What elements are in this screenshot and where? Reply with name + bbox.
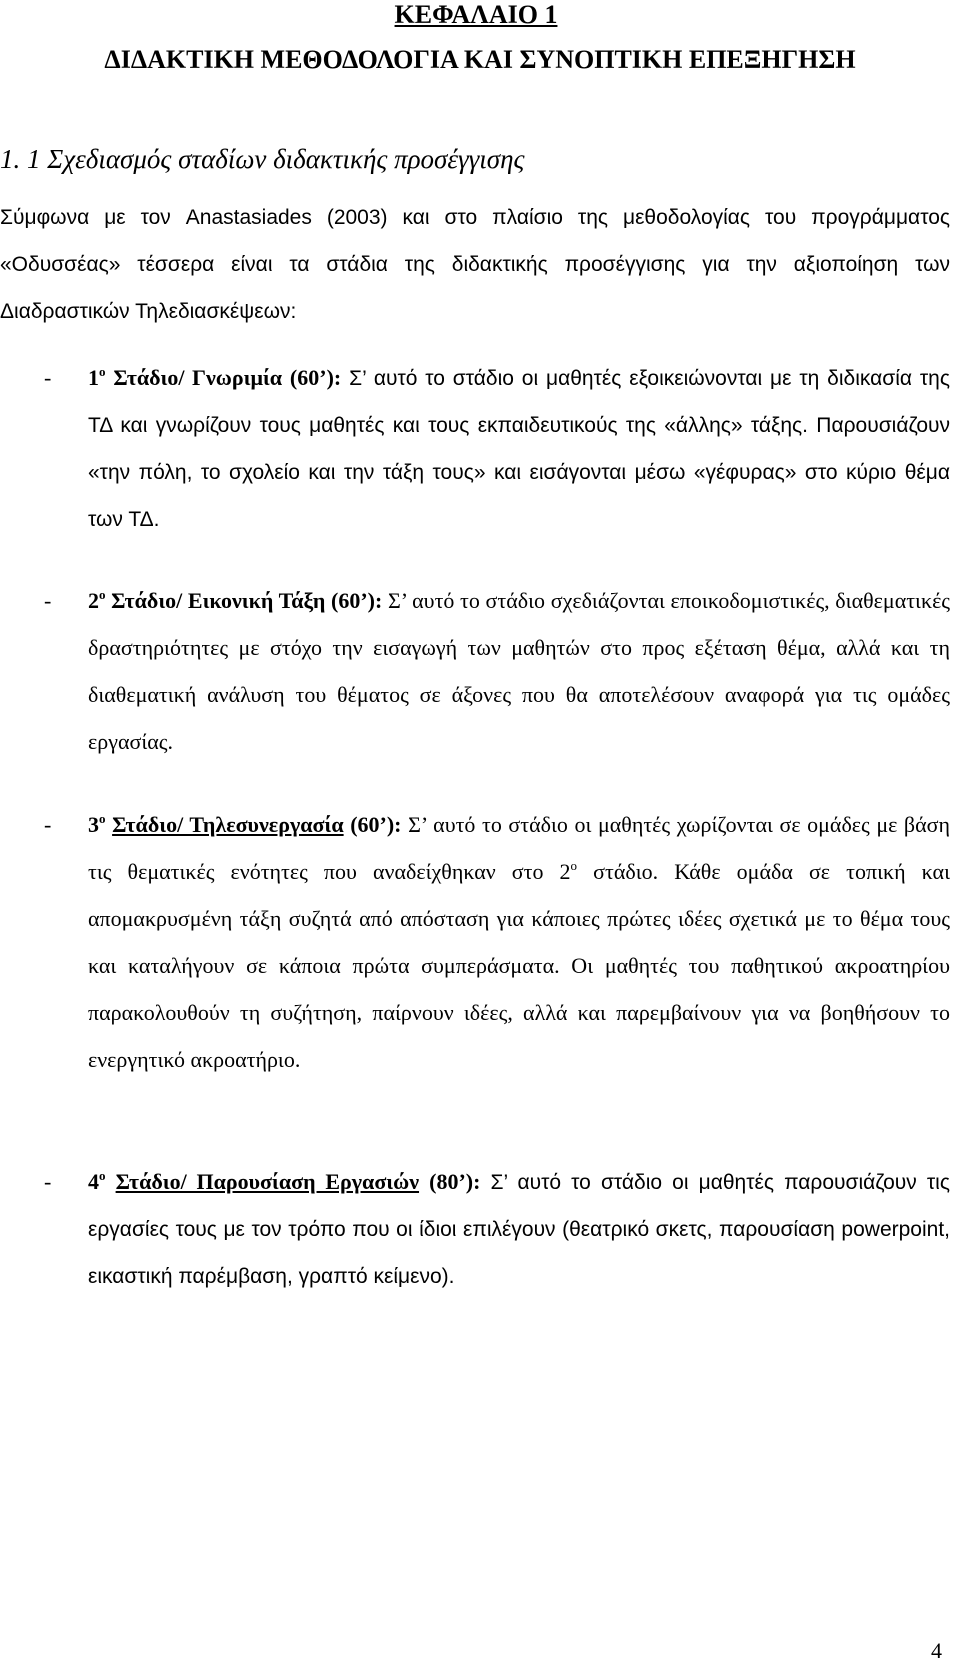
list-dash: - [44, 1169, 52, 1194]
stage-1 [0, 354, 950, 543]
stage-duration: (60’): [289, 365, 342, 390]
list-dash: - [44, 365, 52, 390]
stage-name: Στάδιο/ Τηλεσυνεργασία [112, 812, 344, 837]
stage-number: $1^o$ [88, 364, 106, 390]
stage-duration: (80’): [429, 1169, 481, 1194]
stage-name: Στάδιο/ Εικονική Τάξη [111, 588, 326, 613]
stage-description: Σ’ αυτό το στάδιο σχεδιάζονται εποικοδομιστικές, διαθεματικές δραστηριότητες με στόχο την εισαγωγή των μαθητών στο προς εξέταση θέμα, αλλά και τη διαθεματική ανάλυση του θέματος σε άξονες που θα αποτελέσουν αναφορά για τις ομάδες εργασίας. [88, 588, 951, 754]
chapter-heading [0, 0, 960, 75]
stage-description: Σ’ αυτό το στάδιο οι μαθητές παρουσιάζουν τις εργασίες τους με τον τρόπο που οι ίδιοι επιλέγουν (θεατρικό σκετς, παρουσίαση powerpoint, εικαστική παρέμβαση, γραπτό κείμενο). [88, 1171, 950, 1288]
stage-number: $2^o$ [88, 587, 106, 613]
stage-duration: (60’): [331, 588, 383, 613]
stage-1-text [88, 354, 950, 543]
stage-3 [0, 801, 950, 1083]
list-dash: - [44, 812, 52, 837]
chapter-subtitle: ΔΙΔΑΚΤΙΚΗ ΜΕΘΟΔΟΛΟΓΙΑ ΚΑΙ ΣΥΝΟΠΤΙΚΗ ΕΠΕΞΗΓΗΣΗ [104, 45, 856, 74]
stage-4-text [88, 1158, 950, 1300]
stage-number: $3^o$ [88, 811, 106, 837]
chapter-title: ΚΕΦΑΛΑΙΟ 1 [394, 0, 558, 29]
stage-2-text [88, 577, 950, 765]
stage-4 [0, 1158, 950, 1300]
intro-paragraph: Σύμφωνα με τον Anastasiades (2003) και στο πλαίσιο της μεθοδολογίας του προγράμματος «Οδυσσέας» τέσσερα είναι τα στάδια της διδακτικής προσέγγισης για την αξιοποίηση των Διαδραστικών Τηλεδιασκέψεων: [0, 206, 950, 323]
stage-2 [0, 577, 950, 765]
stage-3-text [88, 801, 950, 1083]
stage-number: $4^o$ [88, 1168, 106, 1194]
list-dash: - [44, 588, 52, 613]
stage-name: Στάδιο/ Παρουσίαση Εργασιών [115, 1169, 420, 1194]
stage-duration: (60’): [350, 812, 402, 837]
stage-description: Σ’ αυτό το στάδιο οι μαθητές εξοικειώνονται με τη διδικασία της ΤΔ και γνωρίζουν τους μαθητές και τους εκπαιδευτικούς της «άλλης» τάξης. Παρουσιάζουν «την πόλη, το σχολείο και την τάξη τους» και εισάγονται μέσω «γέφυρας» στο κύριο θέμα των ΤΔ. [88, 367, 950, 531]
stage-description: Σ’ αυτό το στάδιο οι μαθητές χωρίζονται σε ομάδες με βάση τις θεματικές ενότητες που αναδείχθηκαν στο $2^o$ στάδιο. Κάθε ομάδα σε τοπική και απομακρυσμένη τάξη συζητά από απόσταση για κάποιες πρώτες ιδέες σχετικά με το θέμα τους και καταλήγουν σε κάποια πρώτα συμπεράσματα. Οι μαθητές του παθητικού ακροατηρίου παρακολουθούν τη συζήτηση, παίρνουν ιδέες, αλλά και παρεμβαίνουν για να βοηθήσουν το ενεργητικό ακροατήριο. [88, 812, 951, 1072]
page-number: 4 [931, 1638, 942, 1663]
section-title: 1. 1 Σχεδιασμός σταδίων διδακτικής προσέγγισης [0, 144, 525, 174]
stage-name: Στάδιο/ Γνωριμία [113, 365, 283, 390]
